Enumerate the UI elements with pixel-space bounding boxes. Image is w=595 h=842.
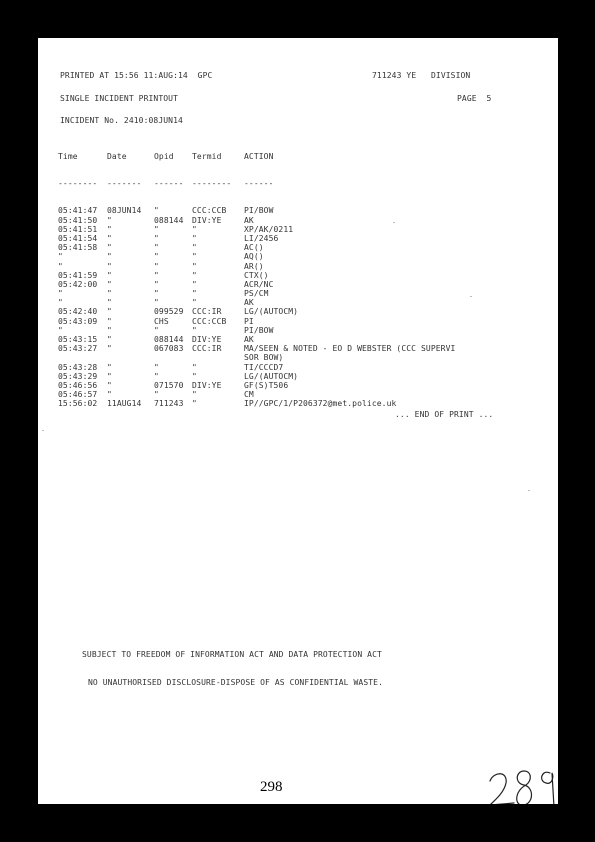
table-row [58, 371, 299, 381]
cell-termid: CCC:IR [192, 307, 222, 317]
cell-time: 05:41:50 [58, 215, 98, 225]
table-row [58, 307, 299, 317]
scan-speck [42, 430, 44, 431]
cell-time: 05:42:00 [58, 279, 98, 289]
cell-termid: " [192, 252, 197, 262]
cell-action: AK [244, 298, 254, 308]
cell-action: CTX() [244, 270, 269, 280]
cell-termid: " [192, 399, 197, 409]
cell-date: " [107, 362, 112, 372]
cell-termid: " [192, 289, 197, 299]
cell-date: " [107, 215, 112, 225]
cell-time: " [58, 325, 63, 335]
cell-termid: " [192, 371, 197, 381]
column-header-time: Time [58, 152, 78, 161]
cell-action: LG/(AUTOCM) [244, 371, 299, 381]
cell-time: " [58, 298, 63, 308]
ref-division: 711243 YE DIVISION [372, 71, 471, 80]
table-row [58, 353, 284, 363]
table-row [58, 289, 269, 299]
cell-time: " [58, 289, 63, 299]
cell-termid: " [192, 224, 197, 234]
cell-time: 05:46:56 [58, 380, 98, 390]
table-row [58, 325, 274, 335]
cell-termid: " [192, 390, 197, 400]
cell-date: " [107, 298, 112, 308]
cell-opid: " [154, 224, 159, 234]
separator: -------- [58, 179, 98, 189]
cell-time: 05:41:51 [58, 224, 98, 234]
cell-opid: " [154, 390, 159, 400]
cell-action: LI/2456 [244, 233, 279, 243]
page-label: PAGE 5 [457, 94, 492, 103]
page-number: 298 [260, 779, 283, 795]
table-row [58, 380, 289, 390]
cell-action: PI/BOW [244, 325, 274, 335]
cell-date: " [107, 316, 112, 326]
cell-opid: CHS [154, 316, 169, 326]
scan-speck [393, 222, 395, 223]
table-row [58, 399, 397, 409]
cell-opid: 711243 [154, 399, 184, 409]
column-header-opid: Opid [154, 152, 174, 161]
cell-date: " [107, 224, 112, 234]
table-row [58, 279, 274, 289]
cell-date: " [107, 289, 112, 299]
cell-termid: " [192, 270, 197, 280]
cell-date: " [107, 233, 112, 243]
table-row [58, 335, 254, 344]
cell-action: GF(S)T506 [244, 380, 289, 390]
separator: ------- [107, 179, 142, 189]
table-row [58, 316, 254, 326]
cell-time: 05:42:40 [58, 307, 98, 317]
cell-opid: " [154, 233, 159, 243]
cell-opid: 071570 [154, 380, 184, 390]
cell-termid: CCC:CCB [192, 316, 227, 326]
cell-opid: " [154, 270, 159, 280]
table-header-row [58, 152, 274, 161]
cell-time: 05:43:15 [58, 335, 98, 344]
end-of-print: ... END OF PRINT ... [395, 410, 494, 419]
cell-date: " [107, 261, 112, 271]
table-row [58, 344, 456, 354]
cell-date: " [107, 371, 112, 381]
disclosure-notice [82, 632, 482, 706]
printed-at: PRINTED AT 15:56 11:AUG:14 GPC [60, 71, 213, 80]
cell-opid: " [154, 243, 159, 253]
cell-time: " [58, 252, 63, 262]
cell-date: " [107, 252, 112, 262]
incident-number: INCIDENT No. 2410:08JUN14 [60, 116, 183, 125]
cell-termid: " [192, 233, 197, 243]
notice-line-2: NO UNAUTHORISED DISCLOSURE-DISPOSE OF AS CONFIDENTIAL WASTE. [88, 678, 383, 687]
cell-opid: " [154, 252, 159, 262]
cell-action: LG/(AUTOCM) [244, 307, 299, 317]
cell-termid: " [192, 362, 197, 372]
cell-termid: " [192, 261, 197, 271]
cell-date: 11AUG14 [107, 399, 142, 409]
cell-action: ACR/NC [244, 279, 274, 289]
table-row [58, 243, 264, 253]
cell-action: TI/CCCD7 [244, 362, 284, 372]
table-row [58, 261, 264, 271]
table-row [58, 270, 269, 280]
scan-speck [528, 490, 530, 491]
cell-date: " [107, 390, 112, 400]
notice-line-1: SUBJECT TO FREEDOM OF INFORMATION ACT AND DATA PROTECTION ACT [82, 650, 382, 659]
column-header-action: ACTION [244, 152, 274, 161]
cell-opid: " [154, 206, 159, 216]
cell-termid: CCC:CCB [192, 206, 227, 216]
separator: -------- [192, 179, 232, 189]
cell-date: 08JUN14 [107, 206, 142, 216]
column-header-termid: Termid [192, 152, 222, 161]
handwritten-page-number [484, 763, 558, 804]
table-row [58, 298, 254, 308]
cell-time: 05:41:47 [58, 206, 98, 216]
table-row [58, 224, 294, 234]
cell-termid: DIV:YE [192, 380, 222, 390]
cell-action: AK [244, 335, 254, 344]
table-row [58, 252, 264, 262]
separator: ------ [154, 179, 184, 189]
cell-opid: " [154, 261, 159, 271]
cell-termid: DIV:YE [192, 335, 222, 344]
cell-opid: " [154, 279, 159, 289]
cell-opid: 067083 [154, 344, 184, 354]
cell-action: PI/BOW [244, 206, 274, 216]
cell-action: AC() [244, 243, 264, 253]
cell-opid: " [154, 371, 159, 381]
cell-time: 15:56:02 [58, 399, 98, 409]
table-row [58, 233, 279, 243]
cell-action: CM [244, 390, 254, 400]
cell-time: 05:43:09 [58, 316, 98, 326]
cell-time: " [58, 261, 63, 271]
cell-termid: " [192, 298, 197, 308]
cell-termid: " [192, 325, 197, 335]
cell-action: PI [244, 316, 254, 326]
table-row [58, 362, 284, 372]
cell-date: " [107, 243, 112, 253]
cell-time: 05:46:57 [58, 390, 98, 400]
table-body [58, 206, 456, 409]
cell-date: " [107, 270, 112, 280]
cell-date: " [107, 307, 112, 317]
cell-date: " [107, 335, 112, 344]
table-row [58, 206, 274, 216]
cell-time: 05:43:27 [58, 344, 98, 354]
cell-termid: " [192, 279, 197, 289]
printout-title: SINGLE INCIDENT PRINTOUT [60, 94, 178, 103]
cell-action: MA/SEEN & NOTED - EO D WEBSTER (CCC SUPERVI [244, 344, 456, 354]
cell-time: 05:43:29 [58, 371, 98, 381]
cell-opid: " [154, 289, 159, 299]
cell-action: IP//GPC/1/P206372@met.police.uk [244, 399, 397, 409]
cell-opid: 099529 [154, 307, 184, 317]
cell-action: AK [244, 215, 254, 225]
cell-time: 05:41:59 [58, 270, 98, 280]
cell-action: AQ() [244, 252, 264, 262]
scan-speck [470, 296, 472, 297]
cell-action: XP/AK/0211 [244, 224, 294, 234]
cell-opid: 088144 [154, 335, 184, 344]
cell-time: 05:41:58 [58, 243, 98, 253]
cell-time: 05:43:28 [58, 362, 98, 372]
table-row [58, 215, 254, 225]
cell-opid: " [154, 362, 159, 372]
cell-date: " [107, 344, 112, 354]
separator: ------ [244, 179, 274, 189]
cell-termid: " [192, 243, 197, 253]
cell-opid: 088144 [154, 215, 184, 225]
cell-date: " [107, 380, 112, 390]
table-separator-row [58, 179, 274, 189]
column-header-date: Date [107, 152, 127, 161]
cell-termid: CCC:IR [192, 344, 222, 354]
cell-time: 05:41:54 [58, 233, 98, 243]
document-page [38, 38, 558, 804]
cell-date: " [107, 325, 112, 335]
cell-action: SOR BOW) [244, 353, 284, 363]
cell-action: PS/CM [244, 289, 269, 299]
cell-opid: " [154, 325, 159, 335]
table-row [58, 390, 254, 400]
cell-date: " [107, 279, 112, 289]
cell-termid: DIV:YE [192, 215, 222, 225]
cell-opid: " [154, 298, 159, 308]
cell-action: AR() [244, 261, 264, 271]
